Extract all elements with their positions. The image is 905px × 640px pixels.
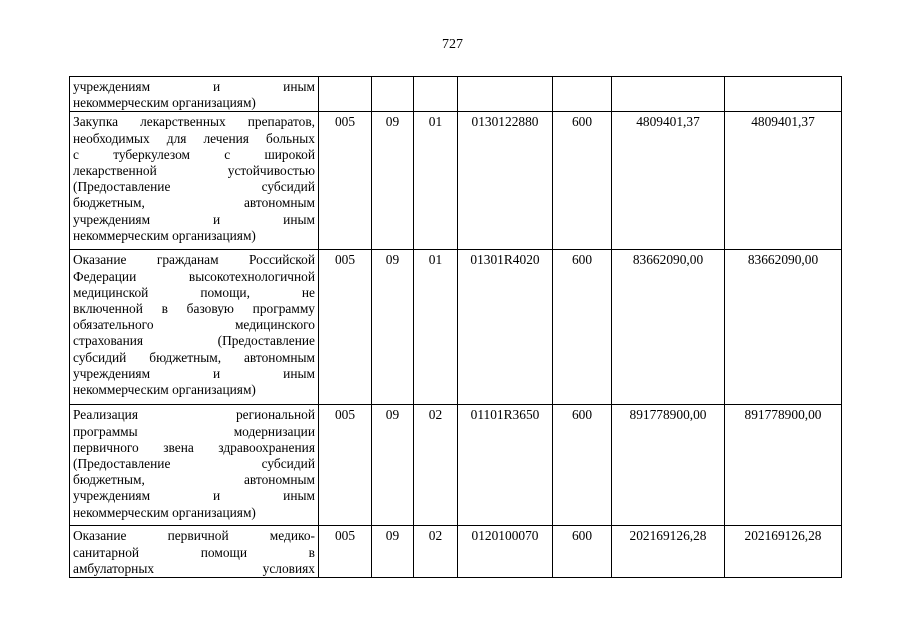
amount-2: 202169126,28 (725, 526, 842, 578)
section-code: 09 (372, 112, 414, 250)
section-code (372, 77, 414, 112)
description-line: бюджетным, автономным (73, 472, 315, 488)
amount-2 (725, 77, 842, 112)
description-line: учреждениям и иным (73, 79, 315, 94)
expense-type-code: 600 (553, 405, 612, 526)
description-line: санитарной помощи в (73, 544, 315, 560)
description-line: медицинской помощи, не (73, 284, 315, 300)
description-line: учреждениям и иным (73, 488, 315, 504)
target-article-code: 0120100070 (458, 526, 553, 578)
row-description (70, 112, 319, 250)
description-line: лекарственной устойчивостью (73, 163, 315, 179)
subsection-code (414, 77, 458, 112)
description-line: субсидий бюджетным, автономным (73, 349, 315, 365)
description-line: Оказание первичной медико- (73, 528, 315, 544)
amount-1: 4809401,37 (612, 112, 725, 250)
row-description (70, 250, 319, 405)
section-code: 09 (372, 250, 414, 405)
expense-type-code: 600 (553, 112, 612, 250)
department-code: 005 (319, 112, 372, 250)
section-code: 09 (372, 526, 414, 578)
description-line: страхования (Предоставление (73, 333, 315, 349)
amount-1 (612, 77, 725, 112)
description-line: (Предоставление субсидий (73, 456, 315, 472)
amount-1: 891778900,00 (612, 405, 725, 526)
section-code: 09 (372, 405, 414, 526)
description-line: включенной в базовую программу (73, 301, 315, 317)
description-line: необходимых для лечения больных (73, 130, 315, 146)
page-number: 727 (442, 37, 463, 52)
description-line: Федерации высокотехнологичной (73, 268, 315, 284)
row-description (70, 526, 319, 578)
description-line: некоммерческим организациям) (73, 95, 256, 111)
table-row (70, 250, 842, 405)
amount-1: 202169126,28 (612, 526, 725, 578)
description-line: учреждениям и иным (73, 211, 315, 227)
description-line: Оказание гражданам Российской (73, 252, 315, 268)
subsection-code: 02 (414, 526, 458, 578)
table-row (70, 112, 842, 250)
row-description (70, 77, 319, 112)
description-line: учреждениям и иным (73, 365, 315, 381)
table-row (70, 77, 842, 112)
amount-2: 4809401,37 (725, 112, 842, 250)
description-line: программы модернизации (73, 423, 315, 439)
table-row (70, 405, 842, 526)
description-line: некоммерческим организациям) (73, 227, 256, 243)
target-article-code: 0130122880 (458, 112, 553, 250)
description-line: бюджетным, автономным (73, 195, 315, 211)
amount-1: 83662090,00 (612, 250, 725, 405)
description-line: Реализация региональной (73, 407, 315, 423)
target-article-code (458, 77, 553, 112)
budget-table (69, 76, 842, 578)
description-line: некоммерческим организациям) (73, 382, 256, 398)
department-code (319, 77, 372, 112)
description-line: (Предоставление субсидий (73, 179, 315, 195)
target-article-code: 01101R3650 (458, 405, 553, 526)
department-code: 005 (319, 250, 372, 405)
description-line: обязательного медицинского (73, 317, 315, 333)
amount-2: 891778900,00 (725, 405, 842, 526)
description-line: амбулаторных условиях (73, 560, 315, 576)
description-line: некоммерческим организациям) (73, 504, 256, 520)
department-code: 005 (319, 405, 372, 526)
subsection-code: 01 (414, 250, 458, 405)
description-line: с туберкулезом с широкой (73, 146, 315, 162)
description-line: Закупка лекарственных препаратов, (73, 114, 315, 130)
subsection-code: 02 (414, 405, 458, 526)
subsection-code: 01 (414, 112, 458, 250)
department-code: 005 (319, 526, 372, 578)
description-line: первичного звена здравоохранения (73, 439, 315, 455)
expense-type-code (553, 77, 612, 112)
target-article-code: 01301R4020 (458, 250, 553, 405)
amount-2: 83662090,00 (725, 250, 842, 405)
table-row (70, 526, 842, 578)
expense-type-code: 600 (553, 526, 612, 578)
row-description (70, 405, 319, 526)
expense-type-code: 600 (553, 250, 612, 405)
